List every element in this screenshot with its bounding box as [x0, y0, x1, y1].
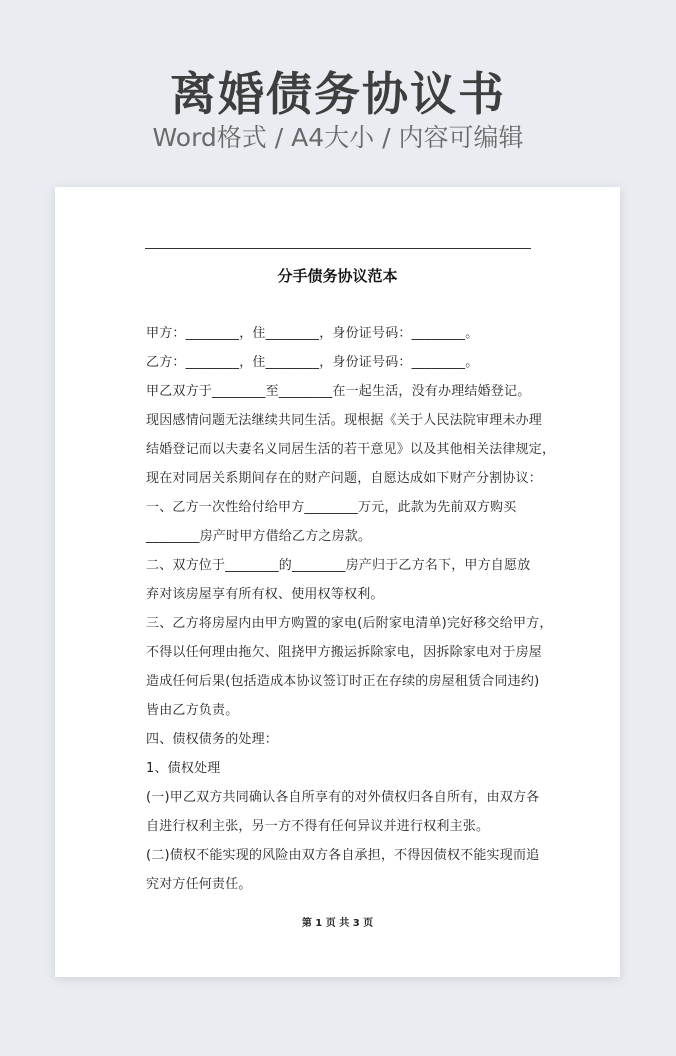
clause-2-line: 二、双方位于________的________房产归于乙方名下，甲方自愿放 [146, 558, 531, 573]
clause-3-line: 造成任何后果(包括造成本协议签订时正在存续的房屋租赁合同违约) [146, 674, 540, 689]
clause-3-line: 不得以任何理由拖欠、阻挠甲方搬运拆除家电，因拆除家电对于房屋 [146, 645, 543, 660]
banner-subtitle: Word格式 / A4大小 / 内容可编辑 [152, 123, 524, 152]
document-body [146, 319, 556, 899]
body-line: 现因感情问题无法继续共同生活。现根据《关于人民法院审理未办理 [146, 413, 543, 428]
party-a-line: 甲方：________，住________，身份证号码：________。 [146, 326, 479, 341]
body-line: 甲乙双方于________至________在一起生活，没有办理结婚登记。 [146, 384, 531, 399]
clause-2-line: 弃对该房屋享有所有权、使用权等权利。 [146, 587, 384, 602]
clause-4-heading: 四、债权债务的处理： [146, 732, 279, 747]
subclause-line: 究对方任何责任。 [146, 877, 252, 892]
subclause-line: (二)债权不能实现的风险由双方各自承担，不得因债权不能实现而追 [146, 848, 540, 863]
clause-1-line: ________房产时甲方借给乙方之房款。 [146, 529, 372, 544]
clause-3-line: 三、乙方将房屋内由甲方购置的家电(后附家电清单)完好移交给甲方， [146, 616, 553, 631]
party-b-line: 乙方：________，住________，身份证号码：________。 [146, 355, 479, 370]
page-number: 第 1 页 共 3 页 [301, 918, 374, 929]
document-title: 分手债务协议范本 [277, 267, 398, 285]
body-line: 结婚登记而以夫妻名义同居生活的若干意见》以及其他相关法律规定， [146, 442, 556, 457]
subclause-heading: 1、债权处理 [146, 761, 221, 776]
clause-3-line: 皆由乙方负责。 [146, 703, 239, 718]
document-page [55, 187, 620, 977]
banner-title: 离婚债务协议书 [170, 67, 506, 121]
body-line: 现在对同居关系期间存在的财产问题，自愿达成如下财产分割协议： [146, 471, 543, 486]
subclause-line: 自进行权利主张，另一方不得有任何异议并进行权利主张。 [146, 819, 490, 834]
clause-1-line: 一、乙方一次性给付给甲方________万元，此款为先前双方购买 [146, 500, 517, 515]
subclause-line: (一)甲乙双方共同确认各自所享有的对外债权归各自所有，由双方各 [146, 790, 540, 805]
header-rule [145, 248, 531, 249]
